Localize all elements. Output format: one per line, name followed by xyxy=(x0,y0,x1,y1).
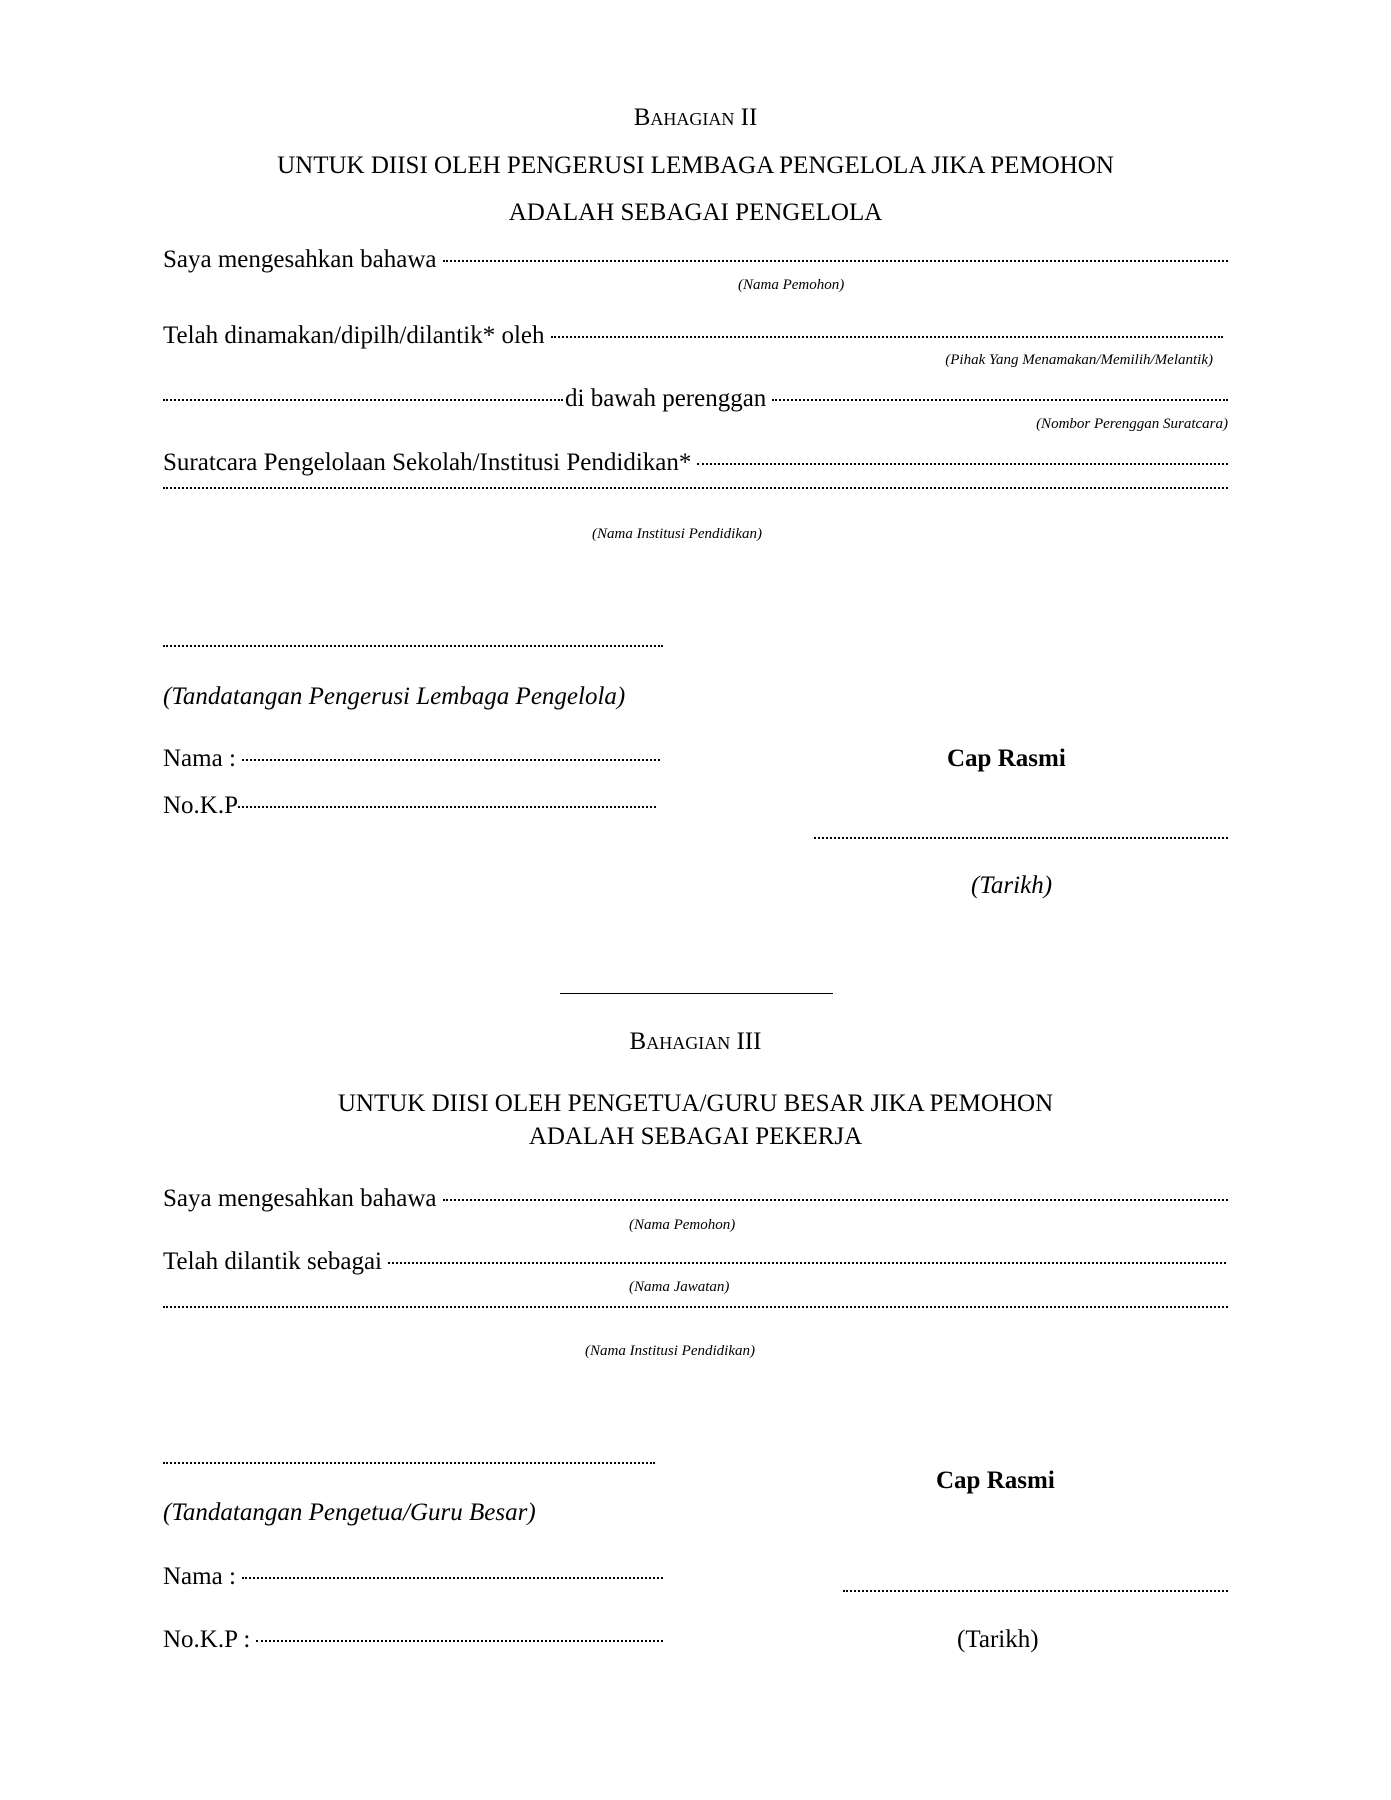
field-caption: (Pihak Yang Menamakan/Memilih/Melantik) xyxy=(945,352,1213,368)
fill-line[interactable] xyxy=(242,1577,663,1579)
field-caption: (Nombor Perenggan Suratcara) xyxy=(1036,416,1228,432)
part2-paragraph-field[interactable] xyxy=(163,384,1228,414)
fill-line[interactable] xyxy=(814,837,1228,839)
field-label: Saya mengesahkan bahawa xyxy=(163,1185,437,1212)
fill-line[interactable] xyxy=(238,806,656,808)
fill-line[interactable] xyxy=(163,487,1228,489)
fill-line[interactable] xyxy=(242,759,660,761)
part2-signature-field[interactable] xyxy=(163,650,663,652)
fill-line[interactable] xyxy=(443,1199,1229,1201)
field-caption: (Nama Jawatan) xyxy=(629,1279,730,1295)
field-label: No.K.P xyxy=(163,792,239,819)
field-label: Saya mengesahkan bahawa xyxy=(163,246,437,273)
fill-line[interactable] xyxy=(163,645,663,647)
part2-instrument-field[interactable] xyxy=(163,448,1228,478)
fill-line[interactable] xyxy=(163,399,563,401)
part2-title-line2: ADALAH SEBAGAI PENGELOLA xyxy=(508,199,883,226)
part2-name-field[interactable] xyxy=(163,744,660,774)
part3-title-line1: UNTUK DIISI OLEH PENGETUA/GURU BESAR JIKA PEMOHON xyxy=(337,1090,1054,1117)
field-label: No.K.P : xyxy=(163,1626,251,1653)
section-heading-part2: Bahagian II xyxy=(633,104,758,131)
part3-title-line2: ADALAH SEBAGAI PEKERJA xyxy=(528,1123,863,1150)
fill-line[interactable] xyxy=(772,399,1228,401)
field-label: Telah dilantik sebagai xyxy=(163,1248,383,1275)
field-caption: (Nama Pemohon) xyxy=(629,1217,736,1233)
fill-line[interactable] xyxy=(256,1640,663,1642)
fill-line[interactable] xyxy=(697,463,1228,465)
fill-line[interactable] xyxy=(388,1262,1226,1264)
field-caption: (Nama Institusi Pendidikan) xyxy=(585,1343,755,1359)
part3-ic-field[interactable] xyxy=(163,1625,663,1655)
part2-appointer-field[interactable] xyxy=(163,321,1223,351)
field-caption: (Nama Pemohon) xyxy=(738,277,845,293)
date-caption: (Tarikh) xyxy=(971,872,1053,899)
official-stamp-label: Cap Rasmi xyxy=(936,1467,1055,1494)
part3-position-field[interactable] xyxy=(163,1247,1226,1277)
field-label: di bawah perenggan xyxy=(565,385,767,412)
field-label: Nama : xyxy=(163,745,236,772)
part2-date-field[interactable] xyxy=(814,842,1228,844)
fill-line[interactable] xyxy=(443,260,1229,262)
signature-caption: (Tandatangan Pengetua/Guru Besar) xyxy=(163,1499,536,1526)
part3-signature-field[interactable] xyxy=(163,1467,655,1469)
fill-line[interactable] xyxy=(551,336,1224,338)
part3-applicant-field[interactable] xyxy=(163,1184,1228,1214)
part2-institution-field[interactable] xyxy=(163,492,1228,494)
section-divider xyxy=(560,993,833,994)
fill-line[interactable] xyxy=(843,1590,1228,1592)
field-caption: (Nama Institusi Pendidikan) xyxy=(592,526,762,542)
official-stamp-label: Cap Rasmi xyxy=(947,745,1066,772)
part3-date-field[interactable] xyxy=(843,1595,1228,1597)
part2-ic-field[interactable] xyxy=(163,791,656,821)
fill-line[interactable] xyxy=(163,1462,655,1464)
section-heading-part3: Bahagian III xyxy=(629,1028,762,1055)
signature-caption: (Tandatangan Pengerusi Lembaga Pengelola) xyxy=(163,683,626,710)
part2-applicant-field[interactable] xyxy=(163,245,1228,275)
part2-title-line1: UNTUK DIISI OLEH PENGERUSI LEMBAGA PENGELOLA JIKA PEMOHON xyxy=(277,152,1114,179)
field-label: Nama : xyxy=(163,1563,236,1590)
part3-name-field[interactable] xyxy=(163,1562,663,1592)
field-label: Telah dinamakan/dipilh/dilantik* oleh xyxy=(163,322,545,349)
field-label: Suratcara Pengelolaan Sekolah/Institusi Pendidikan* xyxy=(163,449,692,476)
part3-institution-field[interactable] xyxy=(163,1311,1228,1313)
date-caption: (Tarikh) xyxy=(957,1626,1039,1653)
fill-line[interactable] xyxy=(163,1306,1228,1308)
